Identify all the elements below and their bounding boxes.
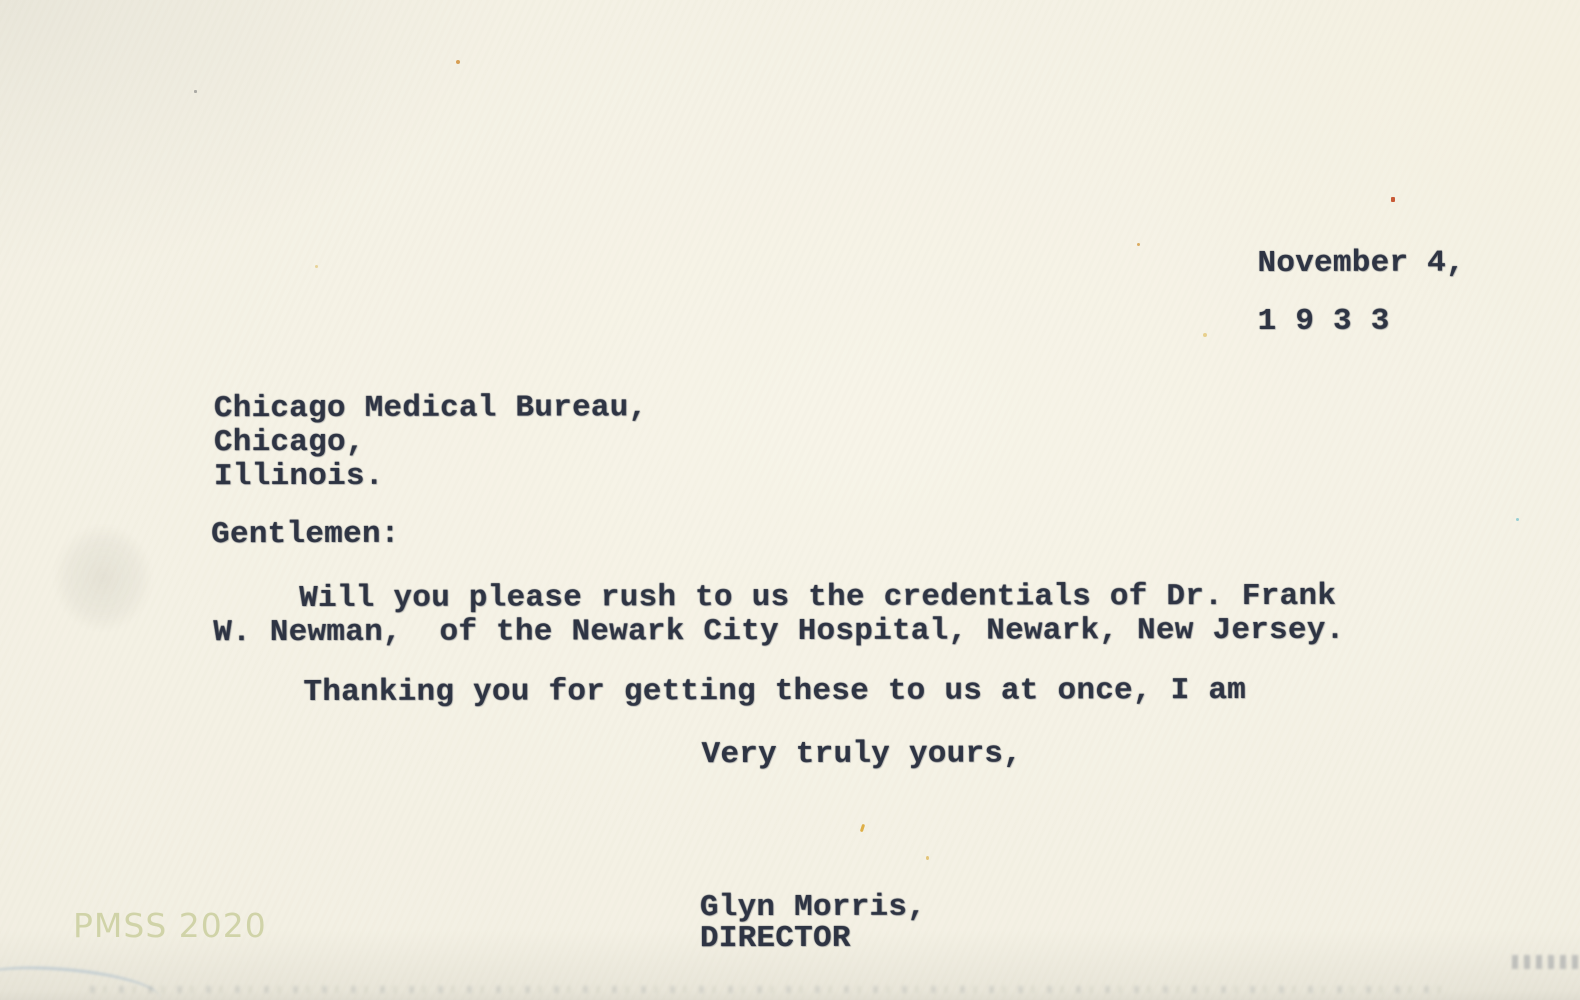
paper-speck [1391,197,1395,202]
body-paragraph1-line2: W. Newman, of the Newark City Hospital, Newark, New Jersey. [213,612,1345,651]
date-line-2: 1 9 3 3 [1257,303,1390,340]
ghost-text-strip [90,986,1450,993]
paper-speck [194,90,197,93]
paper-speck [1203,333,1207,337]
paper-speck [1137,243,1140,246]
fingerprint-smudge [38,508,168,648]
date-line-1: November 4, [1257,245,1465,282]
recipient-address-block [214,391,648,494]
recipient-line-2: Chicago, [213,424,365,461]
body-paragraph2: Thanking you for getting these to us at once, I am [303,673,1247,711]
recipient-line-1: Chicago Medical Bureau, [213,390,648,427]
signature-name: Glyn Morris, [699,889,927,926]
paper-speck [315,265,318,268]
body-paragraph1-line1: Will you please rush to us the credentials of Dr. Frank [299,578,1337,617]
complimentary-closing: Very truly yours, [701,736,1023,773]
paper-speck [926,856,929,860]
salutation: Gentlemen: [211,516,400,553]
paper-speck [1516,518,1519,521]
paper-speck [456,60,460,64]
recipient-line-3: Illinois. [213,458,384,495]
signature-title: DIRECTOR [699,920,851,957]
ghost-text-corner [1512,955,1580,969]
archive-watermark: PMSS 2020 [73,906,267,945]
